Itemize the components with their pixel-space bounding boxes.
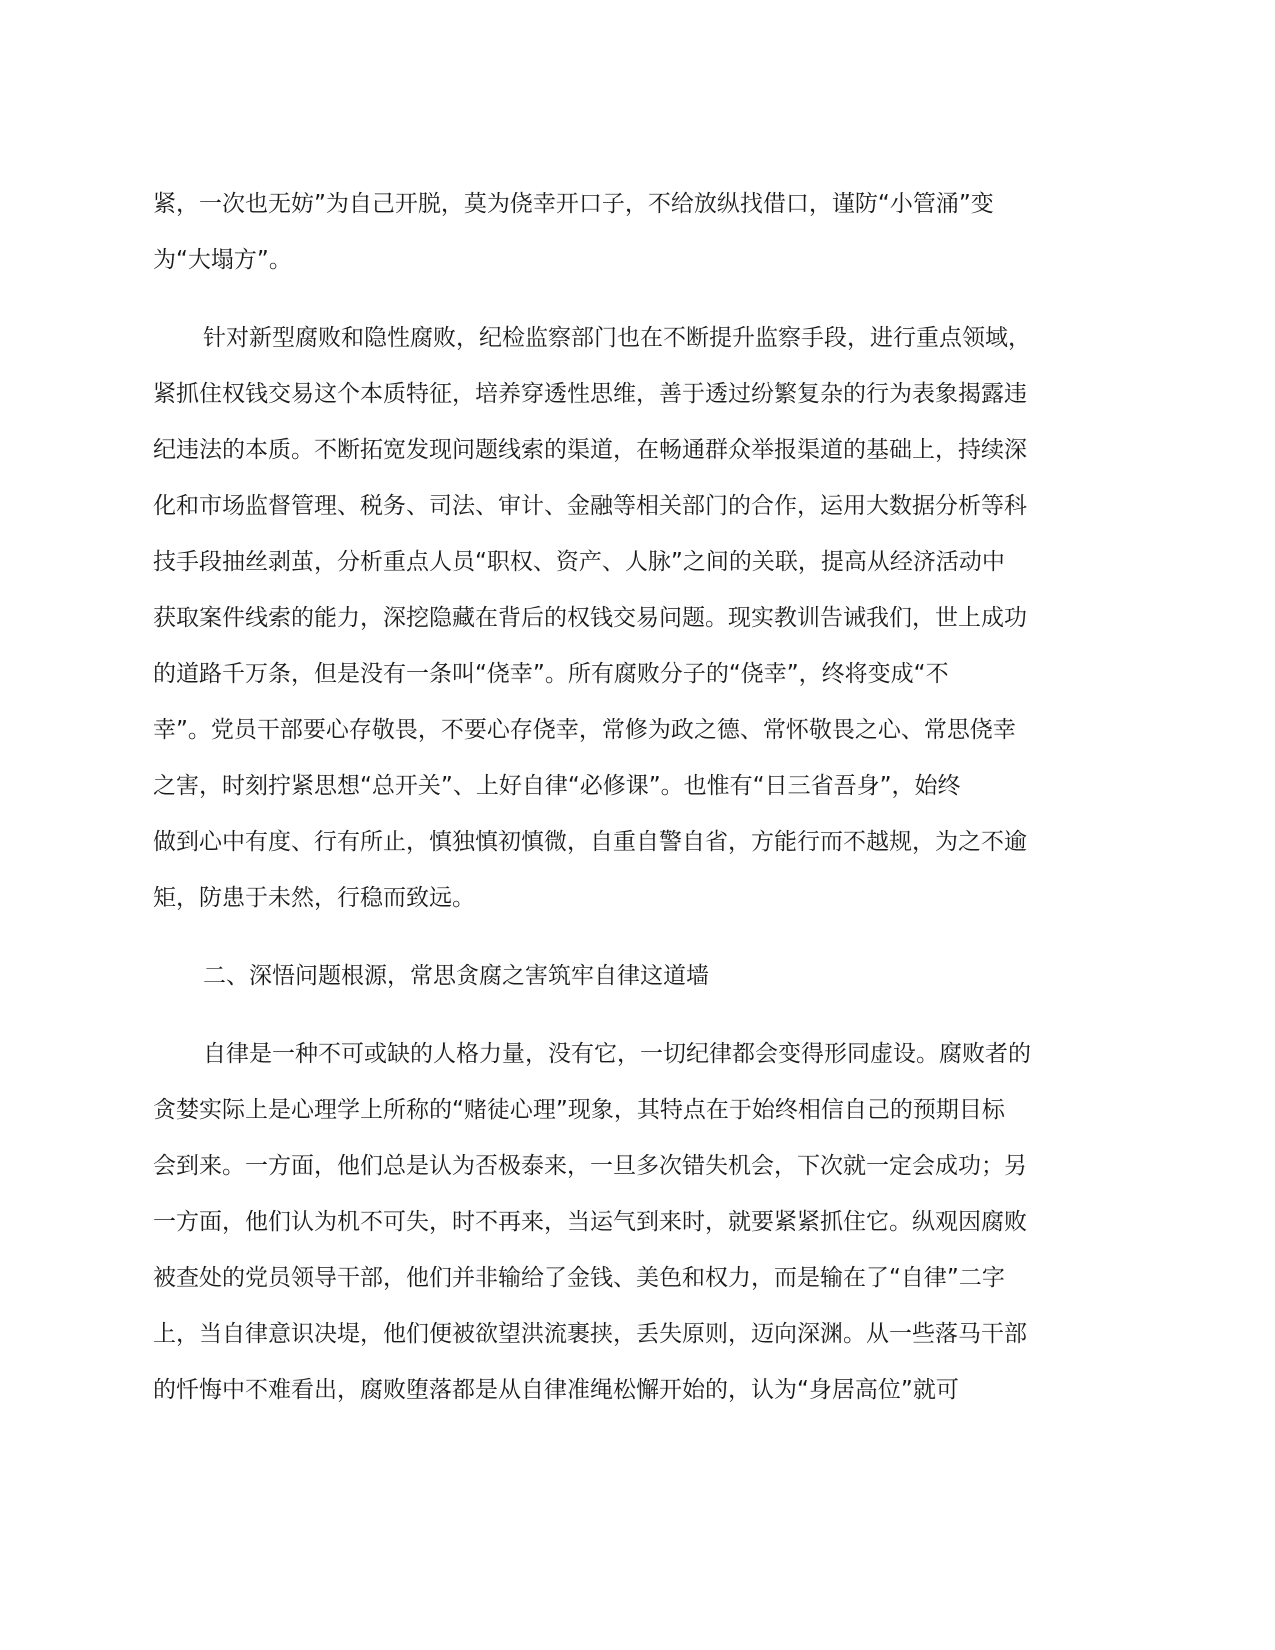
- text-line: 技手段抽丝剥茧，分析重点人员“职权、资产、人脉”之间的关联，提高从经济活动中: [153, 549, 1005, 575]
- text-line: 获取案件线索的能力，深挖隐藏在背后的权钱交易问题。现实教训告诫我们，世上成功: [153, 605, 1027, 631]
- text-line: 一方面，他们认为机不可失，时不再来，当运气到来时，就要紧紧抓住它。纵观因腐败: [153, 1209, 1027, 1235]
- text-line: 为“大塌方”。: [153, 247, 292, 273]
- text-line: 会到来。一方面，他们总是认为否极泰来，一旦多次错失机会，下次就一定会成功；另: [153, 1153, 1027, 1179]
- text-line: 上，当自律意识决堤，他们便被欲望洪流裹挟，丢失原则，迈向深渊。从一些落马干部: [153, 1321, 1027, 1347]
- text-line: 纪违法的本质。不断拓宽发现问题线索的渠道，在畅通群众举报渠道的基础上，持续深: [153, 437, 1027, 463]
- text-line: 的道路千万条，但是没有一条叫“侥幸”。所有腐败分子的“侥幸”，终将变成“不: [153, 661, 949, 687]
- text-line: 被查处的党员领导干部，他们并非输给了金钱、美色和权力，而是输在了“自律”二字: [153, 1265, 1005, 1291]
- text-line: 紧抓住权钱交易这个本质特征，培养穿透性思维，善于透过纷繁复杂的行为表象揭露违: [153, 381, 1027, 407]
- text-line: 做到心中有度、行有所止，慎独慎初慎微，自重自警自省，方能行而不越规，为之不逾: [153, 829, 1027, 855]
- text-line: 的忏悔中不难看出，腐败堕落都是从自律准绳松懈开始的，认为“身居高位”就可: [153, 1377, 959, 1403]
- text-line: 矩，防患于未然，行稳而致远。: [153, 885, 475, 911]
- section-heading: 二、深悟问题根源，常思贪腐之害筑牢自律这道墙: [203, 963, 709, 989]
- paragraph-first-line: 自律是一种不可或缺的人格力量，没有它，一切纪律都会变得形同虚设。腐败者的: [203, 1041, 1031, 1067]
- text-line: 化和市场监督管理、税务、司法、审计、金融等相关部门的合作，运用大数据分析等科: [153, 493, 1027, 519]
- text-line: 紧，一次也无妨”为自己开脱，莫为侥幸开口子，不给放纵找借口，谨防“小管涌”变: [153, 191, 994, 217]
- paragraph-first-line: 针对新型腐败和隐性腐败，纪检监察部门也在不断提升监察手段，进行重点领域，: [203, 325, 1031, 351]
- text-line: 幸”。党员干部要心存敬畏，不要心存侥幸，常修为政之德、常怀敬畏之心、常思侥幸: [153, 717, 1016, 743]
- text-line: 贪婪实际上是心理学上所称的“赌徒心理”现象，其特点在于始终相信自己的预期目标: [153, 1097, 1005, 1123]
- text-line: 之害，时刻拧紧思想“总开关”、上好自律“必修课”。也惟有“日三省吾身”，始终: [153, 773, 961, 799]
